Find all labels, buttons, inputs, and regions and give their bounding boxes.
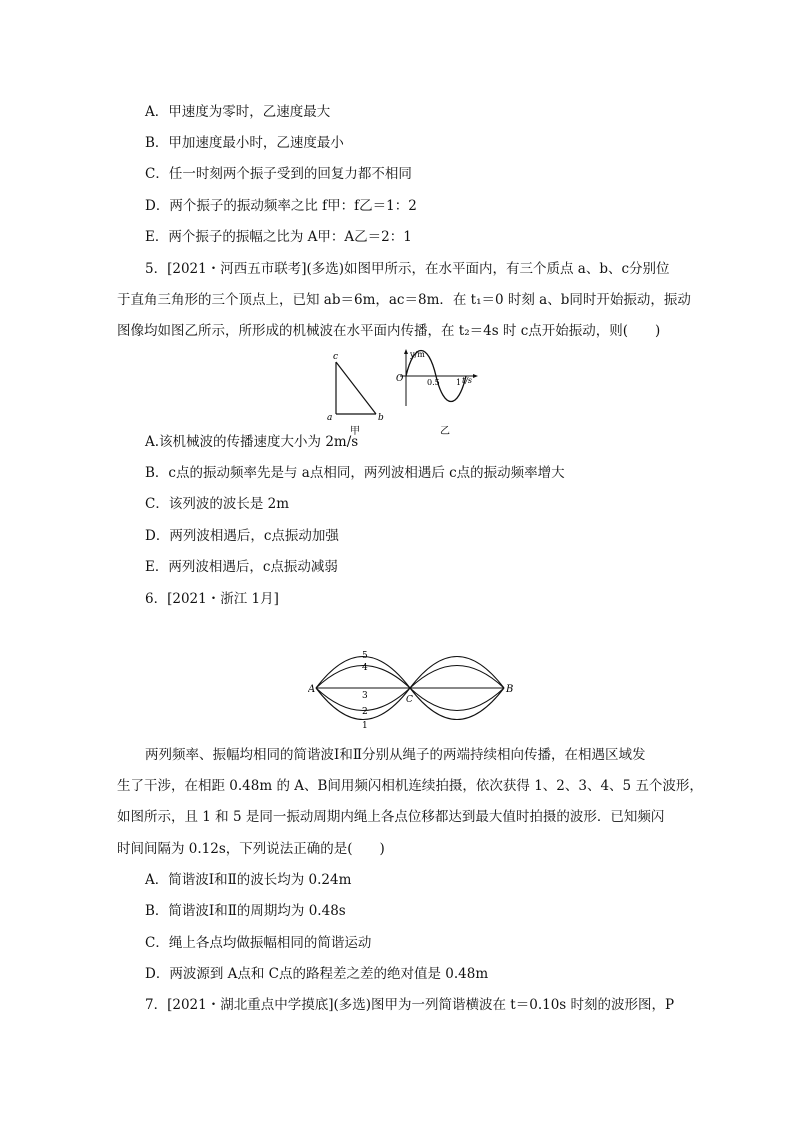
standing-wave-curves: [316, 657, 504, 720]
q6-option-a: A．简谐波Ⅰ和Ⅱ的波长均为 0.24m: [145, 872, 352, 888]
label-A: A: [308, 684, 316, 695]
tick-0-5: 0.5: [427, 378, 440, 387]
wave-label-3: 3: [362, 691, 368, 701]
label-c: c: [333, 352, 339, 362]
q6-option-b: B．简谐波Ⅰ和Ⅱ的周期均为 0.48s: [145, 903, 346, 919]
t-axis-label: t/s: [462, 376, 473, 385]
wave-label-1: 1: [362, 721, 368, 731]
label-a: a: [327, 413, 333, 423]
tick-1: 1: [456, 378, 462, 387]
wave-label-2: 2: [362, 707, 368, 717]
vibration-graph: [396, 349, 478, 436]
q5-option-e: E．两列波相遇后，c点振动减弱: [145, 559, 338, 575]
q5-stem-line-3: 图像均如图乙所示，所形成的机械波在水平面内传播，在 t₂＝4s 时 c点开始振动，则( ): [117, 323, 661, 339]
q6-option-c: C．绳上各点均做振幅相同的简谐运动: [145, 935, 372, 951]
q6-header: 6．[2021・浙江 1月]: [145, 591, 279, 607]
q5-figure: [310, 348, 490, 436]
q4-option-b: B．甲加速度最小时，乙速度最小: [145, 135, 344, 151]
q5-option-a: A.该机械波的传播速度大小为 2m/s: [145, 434, 359, 450]
q4-option-a: A．甲速度为零时，乙速度最大: [145, 104, 331, 120]
wave-label-5: 5: [362, 651, 368, 661]
q7-first-line: 7．[2021・湖北重点中学摸底](多选)图甲为一列简谐横波在 t＝0.10s 时刻的波形图，P: [145, 997, 675, 1013]
wave-label-4: 4: [362, 663, 368, 673]
q6-stem-line-2: 生了干涉，在相距 0.48m 的 A、B间用频闪相机连续拍摄，依次获得 1、2、3、4、5 五个波形，: [117, 778, 703, 794]
q5-stem-line-1: 5．[2021・河西五市联考](多选)如图甲所示，在水平面内，有三个质点 a、b、c分别位: [145, 261, 670, 277]
q6-stem-line-3: 如图所示，且 1 和 5 是同一振动周期内绳上各点位移都达到最大值时拍摄的波形．已知频闪: [117, 809, 665, 825]
q6-stem-line-4: 时间间隔为 0.12s，下列说法正确的是( ): [117, 841, 385, 857]
q5-option-b: B．c点的振动频率先是与 a点相同，两列波相遇后 c点的振动频率增大: [145, 465, 565, 481]
q5-option-c: C．该列波的波长是 2m: [145, 496, 290, 512]
origin-label: O: [396, 374, 404, 384]
label-B: B: [506, 684, 514, 695]
triangle-diagram: [327, 352, 384, 436]
label-C: C: [406, 695, 413, 705]
q5-option-d: D．两列波相遇后，c点振动加强: [145, 528, 339, 544]
q5-stem-line-2: 于直角三角形的三个顶点上，已知 ab＝6m，ac＝8m．在 t₁＝0 时刻 a、b同时开始振动，振动: [117, 292, 691, 308]
label-b: b: [378, 413, 384, 423]
q4-option-d: D．两个振子的振动频率之比 f甲：f乙＝1：2: [145, 198, 417, 214]
q4-option-e: E．两个振子的振幅之比为 A甲：A乙＝2：1: [145, 229, 412, 245]
q4-option-c: C．任一时刻两个振子受到的回复力都不相同: [145, 166, 412, 182]
q6-figure: [308, 640, 518, 738]
y-axis-label: y/m: [410, 350, 425, 359]
q6-option-d: D．两波源到 A点和 C点的路程差之差的绝对值是 0.48m: [145, 966, 489, 982]
caption-yi: 乙: [440, 426, 450, 436]
q6-stem-line-1: 两列频率、振幅均相同的简谐波Ⅰ和Ⅱ分别从绳子的两端持续相向传播，在相遇区域发: [145, 747, 646, 763]
caption-jia: 甲: [350, 426, 360, 436]
